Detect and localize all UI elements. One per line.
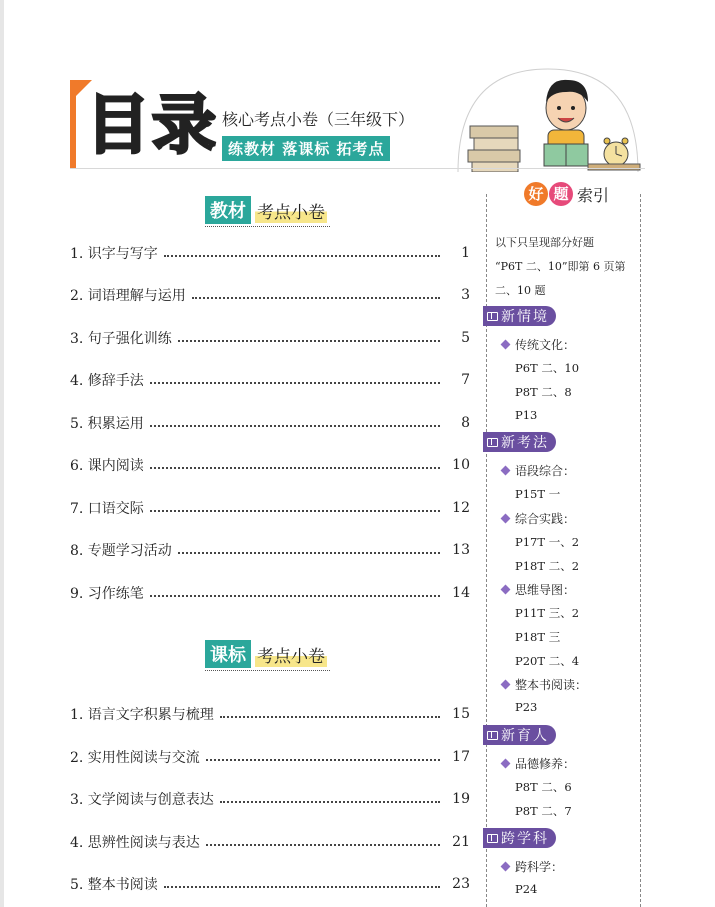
- section-badge: 课标: [205, 640, 251, 668]
- toc-item[interactable]: [70, 455, 470, 475]
- index-subcategory: [502, 462, 575, 479]
- book-icon: [487, 834, 498, 843]
- index-title-char: 好: [524, 182, 548, 206]
- toc-item-page: 21: [452, 834, 470, 850]
- index-note: 以下只呈现部分好题: [495, 236, 594, 249]
- toc-item-label: 1. 识字与写字: [70, 246, 158, 262]
- index-category-label: 跨学科: [501, 831, 549, 847]
- index-ref[interactable]: P18T 二、2: [515, 559, 580, 573]
- slogan-badge: 练教材 落课标 拓考点: [222, 136, 390, 161]
- toc-item-page: 17: [452, 749, 470, 765]
- section-underline: [205, 226, 330, 227]
- boy-icon: [544, 80, 588, 166]
- diamond-icon: [501, 680, 511, 690]
- index-ref[interactable]: P8T 二、6: [515, 780, 572, 794]
- toc-item-label: 9. 习作练笔: [70, 586, 144, 602]
- index-subcategory: [502, 755, 575, 772]
- toc-item-page: 12: [452, 500, 470, 516]
- index-ref[interactable]: P23: [515, 700, 538, 714]
- toc-item-page: 8: [461, 415, 470, 431]
- toc-item-label: 5. 积累运用: [70, 416, 144, 432]
- section-header-curriculum: [205, 640, 327, 668]
- toc-item-page: 15: [452, 706, 470, 722]
- good-questions-index-panel: [486, 194, 641, 907]
- toc-item[interactable]: [70, 789, 470, 809]
- toc-item[interactable]: [70, 540, 470, 560]
- book-icon: [487, 312, 498, 321]
- section-subtitle: 考点小卷: [255, 642, 327, 667]
- index-title: [520, 182, 613, 206]
- toc-item[interactable]: [70, 413, 470, 433]
- diamond-icon: [501, 585, 511, 595]
- toc-leader: [220, 716, 440, 718]
- toc-leader: [150, 382, 440, 384]
- index-subcategory-label: 品德修养：: [515, 757, 576, 771]
- toc-leader: [220, 801, 440, 803]
- index-ref[interactable]: P18T 三: [515, 630, 561, 644]
- index-subcategory: [502, 676, 587, 693]
- index-subcategory: [502, 510, 575, 527]
- diamond-icon: [501, 862, 511, 872]
- toc-leader: [178, 340, 440, 342]
- index-ref[interactable]: P20T 二、4: [515, 654, 580, 668]
- toc-leader: [164, 886, 440, 888]
- diamond-icon: [501, 340, 511, 350]
- toc-leader: [150, 510, 440, 512]
- index-subcategory-label: 整本书阅读：: [515, 678, 588, 692]
- toc-item-label: 2. 词语理解与运用: [70, 288, 186, 304]
- toc-leader: [150, 425, 440, 427]
- index-category-label: 新考法: [501, 435, 549, 451]
- diamond-icon: [501, 759, 511, 769]
- toc-item[interactable]: [70, 747, 470, 767]
- index-ref[interactable]: P15T 一: [515, 487, 561, 501]
- toc-item-page: 7: [461, 372, 470, 388]
- toc-item[interactable]: [70, 704, 470, 724]
- book-icon: [487, 731, 498, 740]
- toc-item[interactable]: [70, 370, 470, 390]
- index-ref[interactable]: P24: [515, 882, 538, 896]
- page-title: 目录: [86, 89, 218, 163]
- toc-item-label: 8. 专题学习活动: [70, 543, 172, 559]
- index-ref[interactable]: P6T 二、10: [515, 361, 580, 375]
- toc-item-page: 5: [461, 330, 470, 346]
- book-icon: [487, 438, 498, 447]
- index-ref[interactable]: P11T 三、2: [515, 606, 580, 620]
- index-title-text: 索引: [577, 185, 610, 205]
- index-subcategory-label: 语段综合：: [515, 464, 576, 478]
- header-divider: [70, 168, 645, 169]
- toc-item[interactable]: [70, 583, 470, 603]
- index-ref[interactable]: P13: [515, 408, 538, 422]
- index-subcategory-label: 传统文化：: [515, 338, 576, 352]
- diamond-icon: [501, 514, 511, 524]
- book-stack-icon: [468, 126, 520, 172]
- diamond-icon: [501, 466, 511, 476]
- index-category-label: 新情境: [501, 309, 549, 325]
- toc-item-page: 10: [452, 457, 470, 473]
- toc-item[interactable]: [70, 285, 470, 305]
- index-note: “P6T 二、10”即第 6 页第: [495, 260, 626, 273]
- toc-item-page: 1: [461, 245, 470, 261]
- toc-item[interactable]: [70, 498, 470, 518]
- toc-item-label: 6. 课内阅读: [70, 458, 144, 474]
- toc-item-label: 3. 文学阅读与创意表达: [70, 792, 214, 808]
- index-category: [483, 725, 556, 745]
- alarm-clock-icon: [604, 138, 628, 166]
- toc-item[interactable]: [70, 874, 470, 894]
- toc-item[interactable]: [70, 832, 470, 852]
- boy-reading-illustration: [448, 64, 648, 172]
- index-note: 二、10 题: [495, 284, 546, 297]
- book-subtitle: 核心考点小卷（三年级下）: [222, 110, 415, 129]
- toc-leader: [206, 759, 440, 761]
- index-category: [483, 828, 556, 848]
- toc-leader: [150, 467, 440, 469]
- toc-leader: [178, 552, 440, 554]
- index-category: [483, 432, 556, 452]
- toc-item-page: 23: [452, 876, 470, 892]
- toc-leader: [164, 255, 440, 257]
- index-subcategory: [502, 581, 575, 598]
- toc-item-label: 7. 口语交际: [70, 501, 144, 517]
- index-title-char: 题: [549, 182, 573, 206]
- toc-leader: [206, 844, 440, 846]
- section-underline: [205, 670, 330, 671]
- section-subtitle: 考点小卷: [255, 198, 327, 223]
- index-subcategory: [502, 858, 563, 875]
- toc-item-page: 3: [461, 287, 470, 303]
- toc-item-label: 5. 整本书阅读: [70, 877, 158, 893]
- index-ref[interactable]: P8T 二、8: [515, 385, 572, 399]
- toc-item-label: 4. 修辞手法: [70, 373, 144, 389]
- toc-item-label: 1. 语言文字积累与梳理: [70, 707, 214, 723]
- toc-leader: [150, 595, 440, 597]
- index-subcategory-label: 跨科学：: [515, 860, 564, 874]
- index-subcategory-label: 思维导图：: [515, 583, 576, 597]
- page-edge: [0, 0, 4, 907]
- index-category-label: 新育人: [501, 728, 549, 744]
- toc-item[interactable]: [70, 243, 470, 263]
- toc-leader: [192, 297, 440, 299]
- section-header-textbook: [205, 196, 327, 224]
- toc-item-label: 4. 思辨性阅读与表达: [70, 835, 200, 851]
- toc-item-label: 3. 句子强化训练: [70, 331, 172, 347]
- index-category: [483, 306, 556, 326]
- section-badge: 教材: [205, 196, 251, 224]
- index-subcategory: [502, 336, 575, 353]
- toc-item-page: 14: [452, 585, 470, 601]
- index-ref[interactable]: P8T 二、7: [515, 804, 572, 818]
- toc-item-page: 19: [452, 791, 470, 807]
- toc-item-page: 13: [452, 542, 470, 558]
- toc-item[interactable]: [70, 328, 470, 348]
- index-ref[interactable]: P17T 一、2: [515, 535, 580, 549]
- toc-item-label: 2. 实用性阅读与交流: [70, 750, 200, 766]
- index-subcategory-label: 综合实践：: [515, 512, 576, 526]
